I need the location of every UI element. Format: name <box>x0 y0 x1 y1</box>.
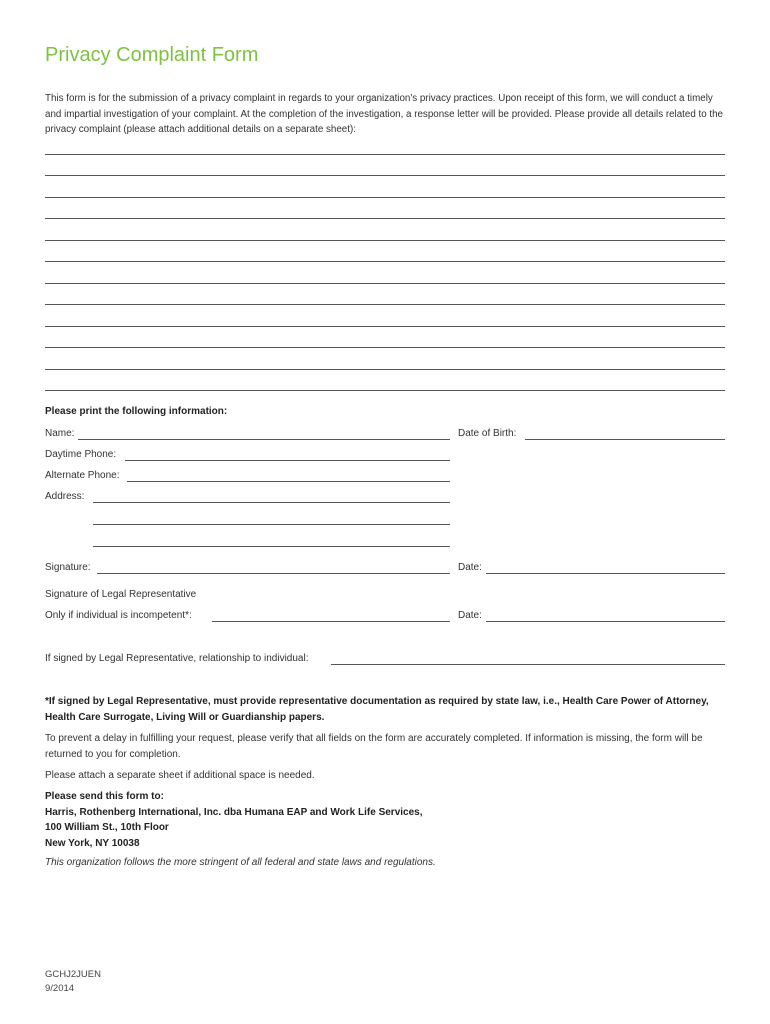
send-to-heading: Please send this form to: <box>45 791 164 802</box>
intro-text: This form is for the submission of a privacy complaint in regards to your organization's privacy practices. Upon receipt of this form, we will conduct a timely and impartial investigation of your complaint. At the completion of the investigation, a response letter will be provided. Please provide all details related to the privacy complaint (please attach additional details on a separate sheet): <box>45 93 724 135</box>
complaint-line[interactable] <box>45 390 725 391</box>
send-to-line-1: Harris, Rothenberg International, Inc. dba Humana EAP and Work Life Services, <box>45 806 423 818</box>
signature-date-field[interactable] <box>486 573 725 574</box>
complaint-line[interactable] <box>45 304 725 305</box>
form-footer <box>45 968 101 996</box>
signature-date-label: Date: <box>458 562 482 573</box>
daytime-phone-field[interactable] <box>125 460 450 461</box>
dob-label: Date of Birth: <box>458 428 517 439</box>
delay-note: To prevent a delay in fulfilling your request, please verify that all fields on the form are accurately completed. If information is missing, the form will be returned to you for completion. <box>45 733 703 760</box>
form-title: Privacy Complaint Form <box>45 44 259 66</box>
complaint-line[interactable] <box>45 240 725 241</box>
send-to-line-2: 100 William St., 10th Floor <box>45 822 169 833</box>
send-to-line-3: New York, NY 10038 <box>45 837 140 849</box>
relationship-field[interactable] <box>331 664 725 665</box>
complaint-line[interactable] <box>45 326 725 327</box>
print-info-heading: Please print the following information: <box>45 406 228 417</box>
complaint-line[interactable] <box>45 347 725 348</box>
address-line-1[interactable] <box>93 502 450 503</box>
complaint-line[interactable] <box>45 283 725 284</box>
signature-label: Signature: <box>45 562 91 573</box>
alternate-phone-label: Alternate Phone: <box>45 470 120 481</box>
dob-field[interactable] <box>525 439 725 440</box>
relationship-label: If signed by Legal Representative, relationship to individual: <box>45 653 309 664</box>
legal-rep-date-field[interactable] <box>486 621 725 622</box>
address-label: Address: <box>45 491 85 502</box>
alternate-phone-field[interactable] <box>127 481 450 482</box>
incompetent-label: Only if individual is incompetent*: <box>45 610 192 621</box>
attach-note: Please attach a separate sheet if additional space is needed. <box>45 770 315 781</box>
address-line-3[interactable] <box>93 546 450 547</box>
mailing-address <box>45 789 423 851</box>
legal-rep-note: *If signed by Legal Representative, must provide representative documentation as required by state law, i.e., Health Care Power of Attorney, Health Care Surrogate, Living Will or Guardianship papers. <box>45 696 709 723</box>
stringent-note: This organization follows the more stringent of all federal and state laws and regulations. <box>45 857 436 868</box>
complaint-line[interactable] <box>45 261 725 262</box>
name-field[interactable] <box>78 439 450 440</box>
form-date: 9/2014 <box>45 983 75 994</box>
complaint-line[interactable] <box>45 175 725 176</box>
legal-rep-label: Signature of Legal Representative <box>45 589 197 600</box>
complaint-line[interactable] <box>45 218 725 219</box>
signature-field[interactable] <box>97 573 450 574</box>
complaint-line[interactable] <box>45 369 725 370</box>
daytime-phone-label: Daytime Phone: <box>45 449 117 460</box>
address-line-2[interactable] <box>93 524 450 525</box>
complaint-line[interactable] <box>45 154 725 155</box>
form-code: GCHJ2JUEN <box>45 969 101 980</box>
name-label: Name: <box>45 428 75 439</box>
legal-rep-signature-field[interactable] <box>212 621 450 622</box>
legal-rep-date-label: Date: <box>458 610 482 621</box>
complaint-line[interactable] <box>45 197 725 198</box>
